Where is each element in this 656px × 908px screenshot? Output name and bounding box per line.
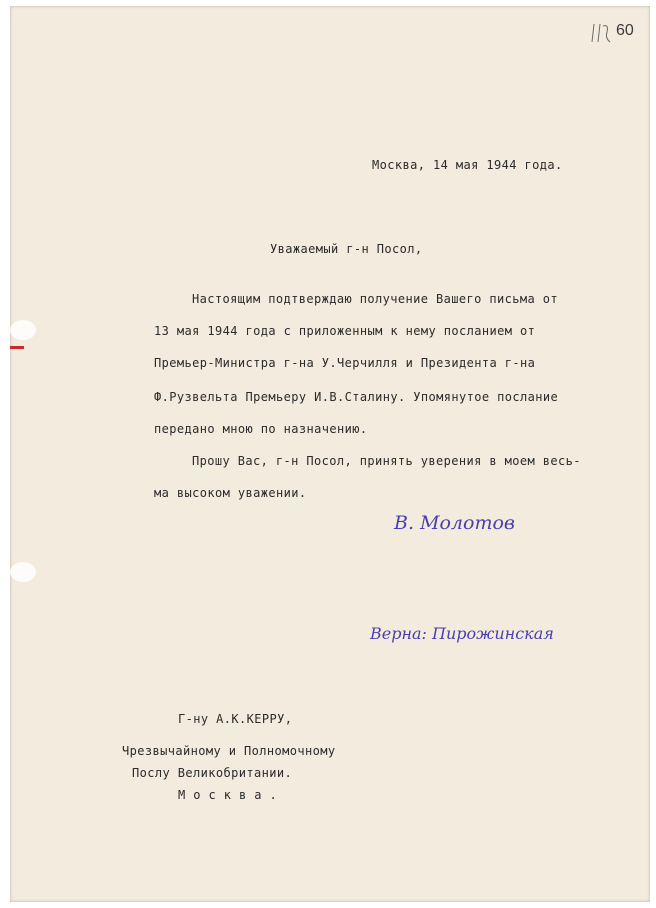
verification-signature: Верна: Пирожинская (370, 624, 554, 643)
punch-hole-top (10, 320, 36, 340)
pencil-mark-icon (590, 22, 616, 44)
red-margin-mark (10, 346, 24, 349)
addressee-title: Чрезвычайному и Полномочному (122, 744, 336, 758)
body-line: 13 мая 1944 года с приложенным к нему посланием от (154, 324, 536, 338)
body-line: Ф.Рузвельта Премьеру И.В.Сталину. Упомянутое послание (154, 390, 559, 404)
page-number: 60 (616, 22, 634, 39)
body-line: передано мною по назначению. (154, 422, 368, 436)
addressee-title: Послу Великобритании. (132, 766, 293, 780)
body-line: Премьер-Министра г-на У.Черчилля и Президента г-на (154, 356, 536, 370)
body-line: Прошу Вас, г-н Посол, принять уверения в моем весь- (192, 454, 581, 468)
body-line: ма высоком уважении. (154, 486, 307, 500)
addressee-name: Г-ну А.К.КЕРРУ, (178, 712, 293, 726)
signature: В. Молотов (394, 512, 515, 534)
body-line: Настоящим подтверждаю получение Вашего письма от (192, 292, 558, 306)
punch-hole-bottom (10, 562, 36, 582)
addressee-city: М о с к в а . (178, 788, 278, 802)
document-page (10, 6, 650, 902)
salutation: Уважаемый г-н Посол, (270, 242, 423, 256)
place-date: Москва, 14 мая 1944 года. (372, 158, 563, 172)
